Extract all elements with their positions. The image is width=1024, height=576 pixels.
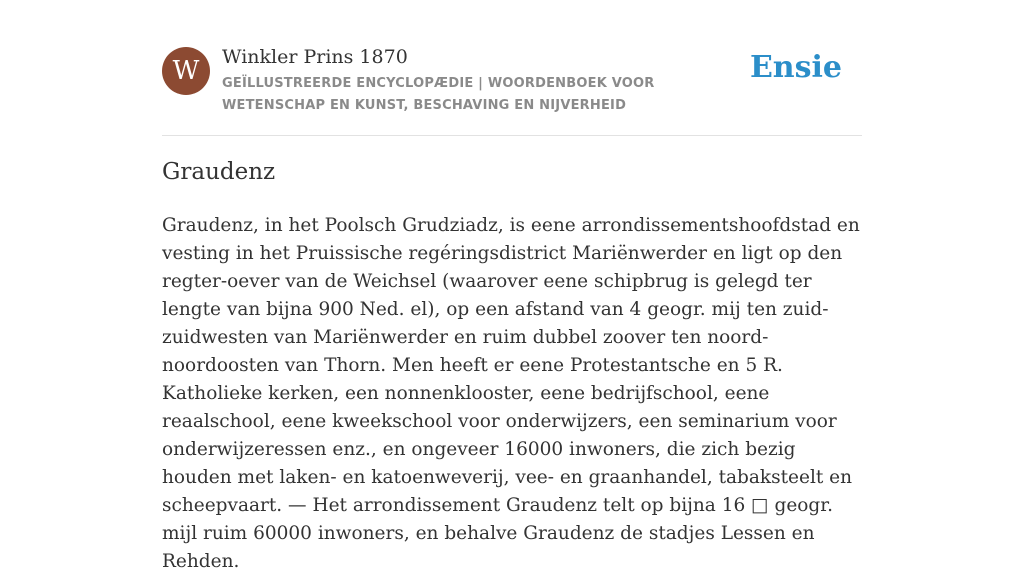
brand-logo[interactable]: Ensie — [749, 50, 842, 85]
entry-body: Graudenz, in het Poolsch Grudziadz, is eene arrondissementshoofdstad en vesting in het Pruissische regéringsdistrict Mariënwerder en ligt op den regter-oever van de Weichsel (waarover eene schipbrug is gelegd ter lengte van bijna 900 Ned. el), op een afstand van 4 geogr. mij ten zuid-zuidwesten van Mariënwerder en ruim dubbel zoover ten noord-noordoosten van Thorn. Men heeft er eene Protestantsche en 5 R. Katholieke kerken, een nonnenklooster, eene bedrijfschool, eene reaalschool, eene kweekschool voor onderwijzers, een seminarium voor onderwijzeressen enz., en ongeveer 16000 inwoners, die zich bezig houden met laken- en katoenweverij, vee- en graanhandel, tabaksteelt en scheepvaart. — Het arrondissement Graudenz telt op bijna 16 □ geogr. mijl ruim 60000 inwoners, en behalve Graudenz de stadjes Lessen en Rehden. — [162, 215, 860, 572]
header-divider — [162, 135, 862, 136]
entry-title: Graudenz — [162, 159, 276, 185]
source-subtitle: GEÏLLUSTREERDE ENCYCLOPÆDIE | WOORDENBOEK VOOR WETENSCHAP EN KUNST, BESCHAVING EN NIJVERHEID — [222, 76, 655, 113]
source-title[interactable]: Winkler Prins 1870 — [222, 46, 408, 68]
source-avatar[interactable]: W — [162, 47, 210, 95]
source-header — [162, 44, 862, 136]
